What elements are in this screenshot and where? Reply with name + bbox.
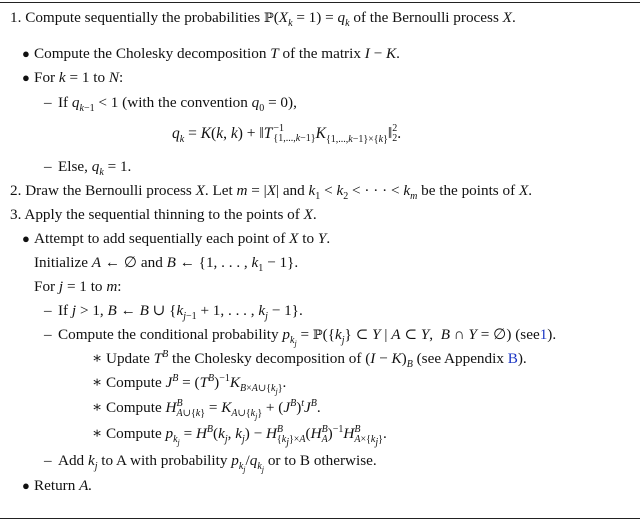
step-2-text: Draw the Bernoulli process — [25, 182, 192, 199]
compute-hb-line: ∗ Compute H B A∪{k} = $K_{A\cup\{k_j\}} + (J^B)^tJ^B$. — [92, 397, 321, 422]
cholesky-bullet: ● Compute the Cholesky decomposition T of the matrix I − K. — [22, 45, 400, 62]
cholesky-text: Compute the Cholesky decomposition — [34, 45, 267, 62]
for-j-text: For — [34, 278, 56, 295]
bottom-rule — [0, 518, 640, 519]
top-rule — [0, 2, 640, 3]
for-j-line: For j = 1 to m: — [34, 278, 122, 295]
to-text: to — [93, 69, 106, 86]
for-k-bullet: ● For k = 1 to N: — [22, 69, 124, 86]
add-text: Add — [58, 452, 85, 469]
attempt-bullet: ● Attempt to add sequentially each point of X to Y. — [22, 230, 331, 247]
bullet-icon: ● — [22, 70, 30, 85]
bullet-icon: ● — [22, 478, 30, 493]
cond-prob-line: – Compute the conditional probability $p_{k_j}$ = $ℙ(\{k_j\}$ ⊂ Y | A ⊂ Y, B ∩ Y = ∅) (see1). — [44, 326, 557, 349]
update-line: ∗ Update $T^B$ the Cholesky decomposition of $(I - K)_B$ (see Appendix B). — [92, 348, 527, 371]
of-the-matrix-text: of the matrix — [282, 45, 361, 62]
to-text: to — [90, 278, 103, 295]
attempt-to: to — [302, 230, 315, 247]
compute-text: Compute — [106, 425, 162, 442]
init-and: and — [140, 254, 163, 271]
equation-ref-link[interactable]: 1 — [539, 326, 548, 343]
bernoulli-prob-formula: $ℙ(X_k = 1) = q_k$ — [263, 9, 350, 30]
add-kj-line: – Add $k_j$ to A with probability $p_{k_j}/q_{k_j}$ or to B otherwise. — [44, 452, 377, 475]
step-3-number: 3. — [10, 206, 22, 223]
return-var: A. — [79, 477, 93, 494]
if-q-line: – If $q_{k-1} < 1$ (with the convention $q_0 = 0$), — [44, 94, 297, 115]
or-b-text: or to B otherwise. — [267, 452, 377, 469]
compute-p-line: ∗ Compute $p_{k_j} = H^B(k_j$, $k_j) - H$ B $\{k_j\}\times A$ (H B A )$^{-1}$H B $A\times\{k_j\}$ . — [92, 423, 387, 448]
algorithm-step-3: 3. Apply the sequential thinning to the points of X. — [10, 206, 317, 223]
compute-jb-line: ∗ Compute $J^B = (T^B)^{-1}K_{B\times A\cup\{k_j\}}$. — [92, 372, 287, 397]
see-appendix-text: (see Appendix — [416, 350, 504, 367]
else-line: – Else, $q_k = 1$. — [44, 158, 132, 179]
if-j-line: – If j > 1, B ← B ∪ {$k_{j-1} + 1$, . . . , $k_j - 1$}. — [44, 302, 303, 323]
step-1-text: Compute sequentially the probabilities — [25, 9, 261, 26]
initialize-text: Initialize — [34, 254, 88, 271]
step-2-be-points: be the points of — [421, 182, 516, 199]
bullet-icon: ● — [22, 231, 30, 246]
add-prob-text: to A with probability — [101, 452, 228, 469]
qk-equation: $q_k = K(k$, k) + ‖T −1 {1,...,k−1} $K_{\{1,...,k-1\}\times\{k\}}‖$ 2 2 . — [172, 123, 402, 146]
step-2-number: 2. — [10, 182, 22, 199]
convention-text: (with the convention — [122, 94, 248, 111]
var-X: X — [502, 9, 512, 26]
return-text: Return — [34, 477, 76, 494]
step-2-let: . Let — [204, 182, 233, 199]
for-k-text: For — [34, 69, 56, 86]
see-text: (see — [515, 326, 540, 343]
step-1-tail: of the Bernoulli process — [353, 9, 499, 26]
return-bullet — [22, 476, 92, 496]
step-2-and: and — [282, 182, 305, 199]
algorithm-step-1: 1. Compute sequentially the probabilities $ℙ(X_k = 1) = q_k$ of the Bernoulli process X. — [10, 9, 516, 30]
if-j-text: If — [58, 302, 69, 319]
algorithm-step-2: 2. Draw the Bernoulli process X. Let m = |X| and $k_1 < k_2$ < · · · < $k_m$ be the points of X. — [10, 182, 533, 203]
compute-text: Compute — [106, 374, 162, 391]
step-1-number: 1. — [10, 9, 22, 26]
else-text: Else, — [58, 158, 88, 175]
update-tail: the Cholesky decomposition of — [172, 350, 362, 367]
if-text: If — [58, 94, 69, 111]
step-3-text: Apply the sequential thinning to the points of — [24, 206, 300, 223]
appendix-ref-link[interactable]: B — [507, 350, 518, 367]
initialize-line: Initialize A ← ∅ and B ← {1, . . . , $k_1 - 1$}. — [34, 254, 299, 275]
update-text: Update — [106, 350, 150, 367]
cond-prob-text: Compute the conditional probability — [58, 326, 279, 343]
bullet-icon: ● — [22, 46, 30, 61]
compute-text: Compute — [106, 399, 162, 416]
attempt-text: Attempt to add sequentially each point of — [34, 230, 286, 247]
